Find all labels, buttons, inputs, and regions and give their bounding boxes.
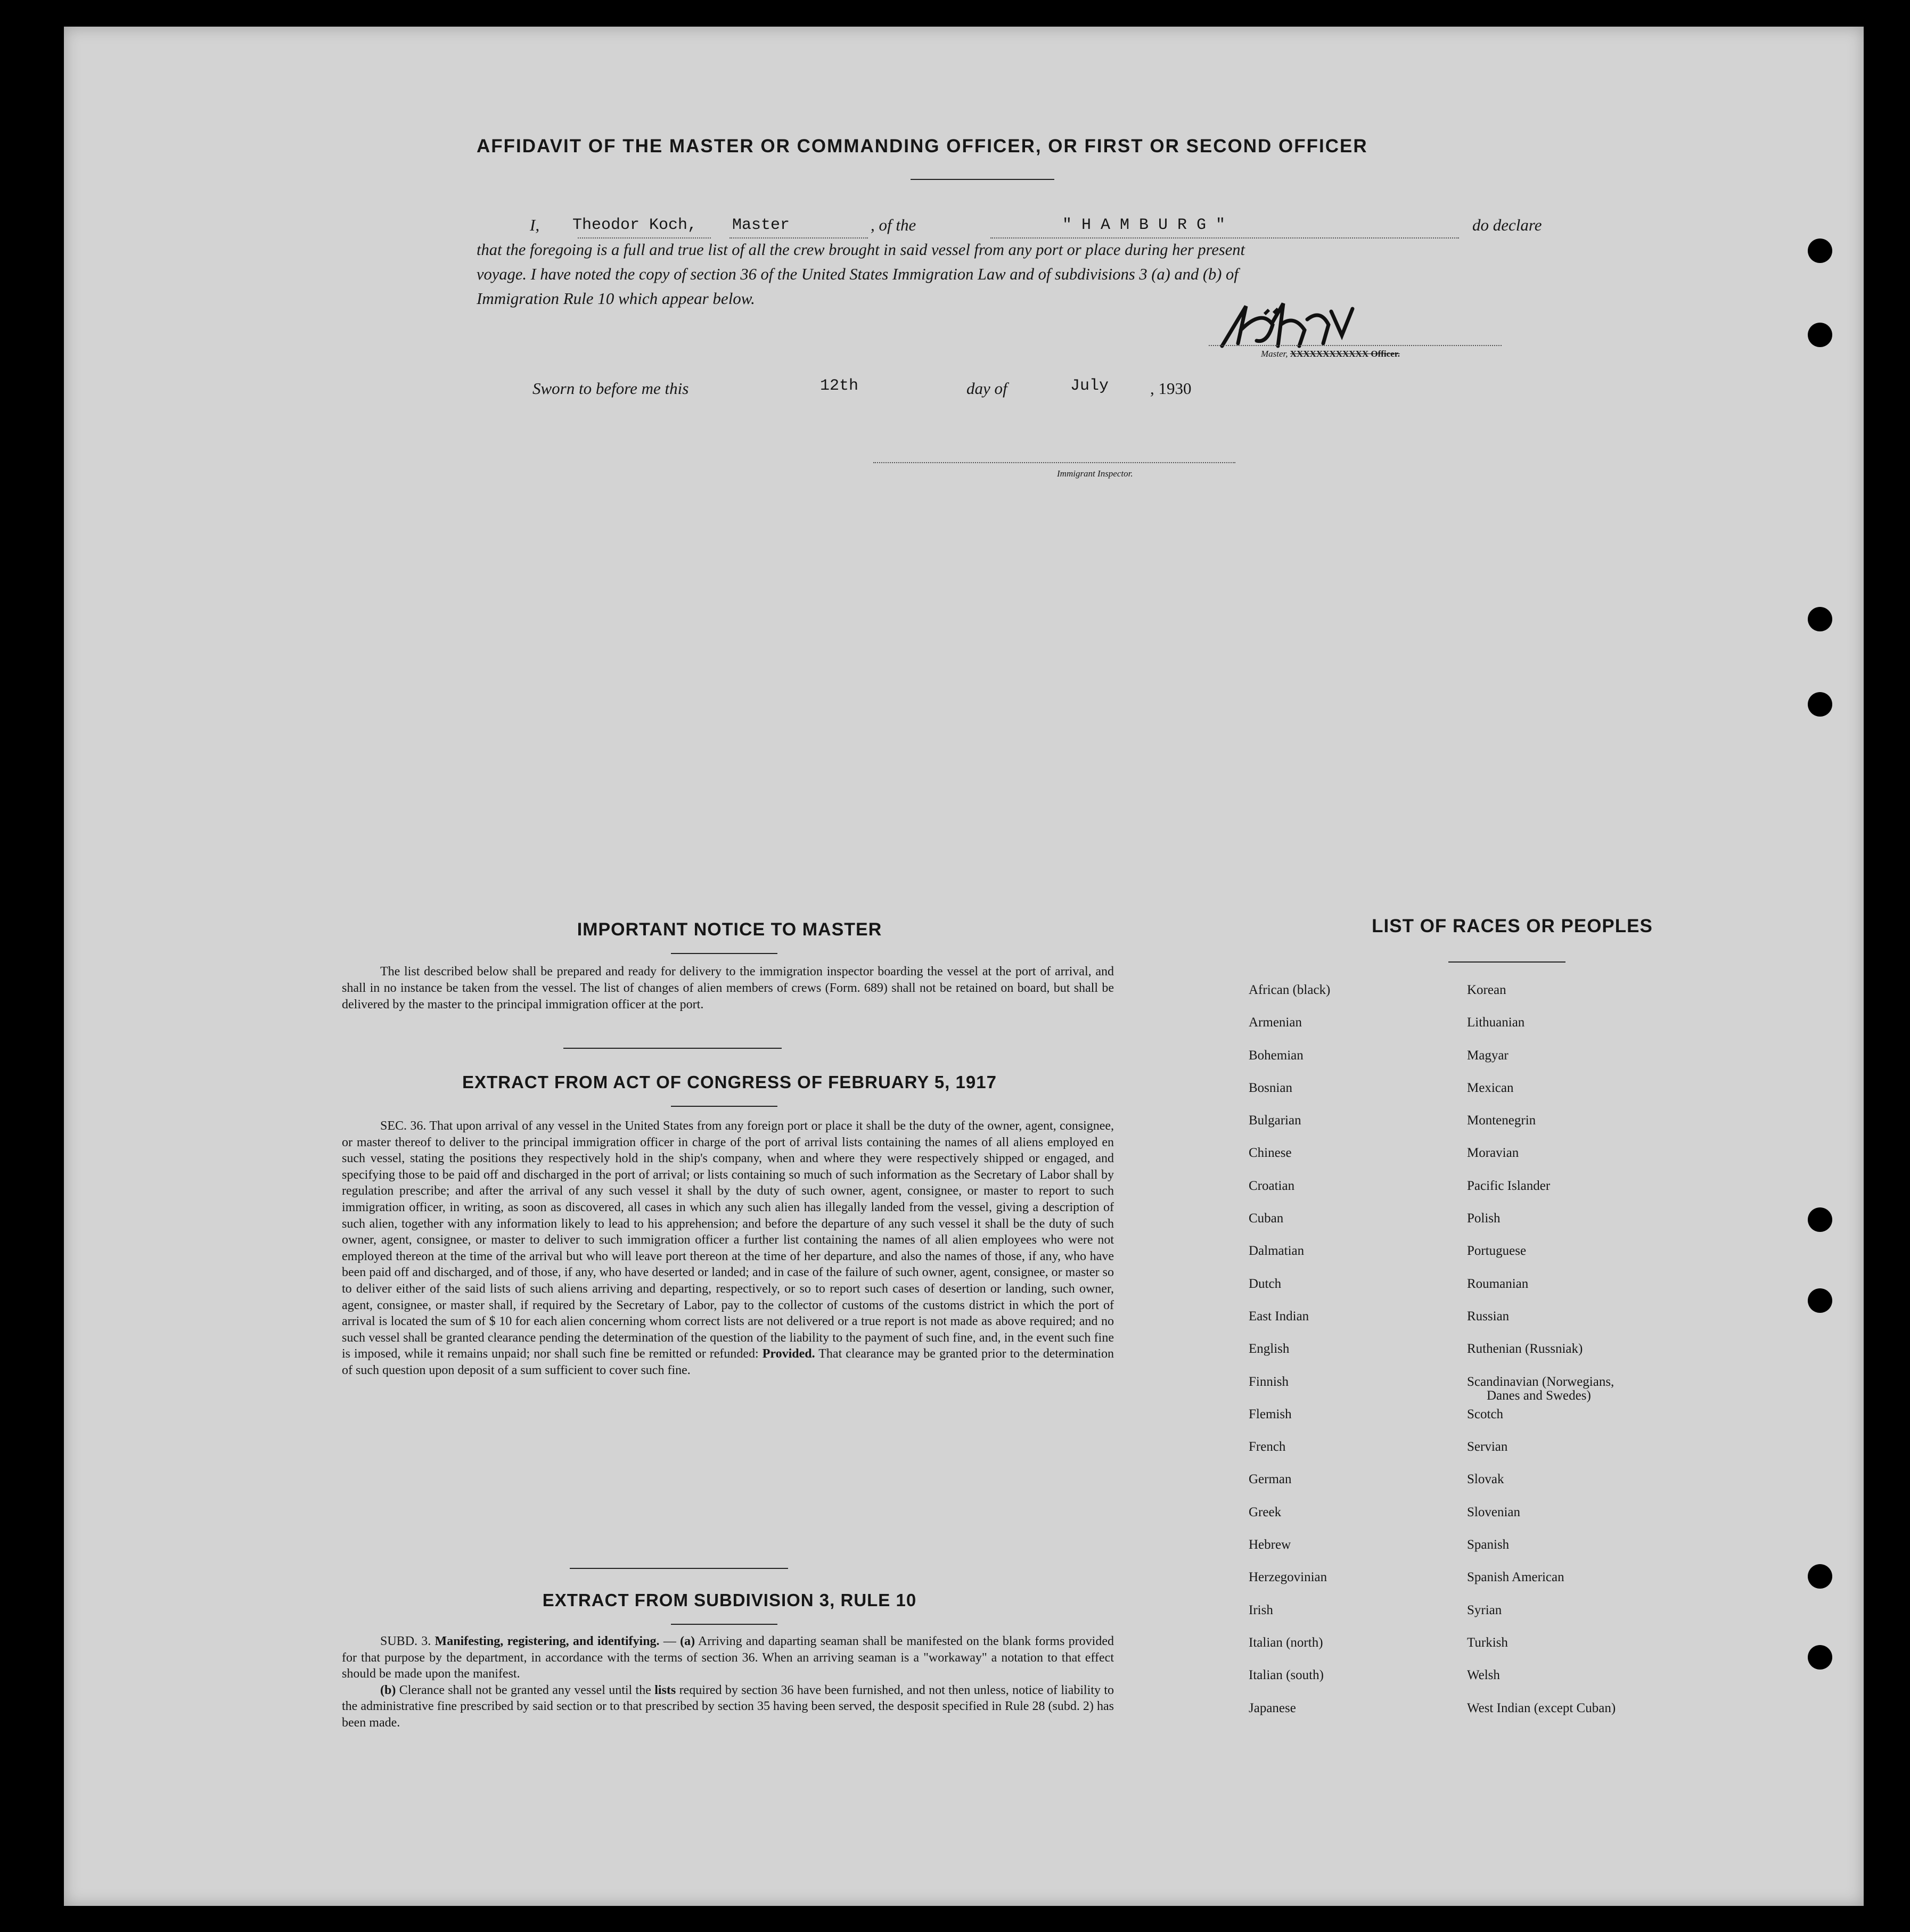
section-36-text: SEC. 36. That upon arrival of any vessel in the United States from any foreign port or place it shall be the duty of the owner, agent, consignee, or master thereof to deliver to the principal immigration officer in charge of the port of arrival lists containing the names of all aliens employed en such vessel, stating the positions they respectively hold in the ship's company, when and where they were respectively shipped or engaged, and specifying those to be paid off and discharged in the port of arrival; or lists containing so much of such information as the Secretary of Labor shall by regulation prescribe; and after the arrival of any such vessel it shall by the duty of such owner, agent, consignee, or master to report to such immigration officer, in writing, as soon as discovered, all cases in which any such alien has illegally landed from the vessel, giving a description of such alien, together with any information likely to lead to his apprehension; and before the departure of any such vessel it shall be the duty of such owner, agent, consignee, or master to deliver to such immigration officer a further list containing the names of all alien employees who were not employed thereon at the time of the arrival but who will leave port thereon at the time of her departure, and also the names of those, if any, who have been paid off and discharged, and of those, if any, who have deserted or landed; and in case of the failure of such owner, agent, consignee, or master so to deliver either of the said lists of such aliens arriving and departing, respectively, or so to report such cases of desertion or landing, such owner, agent, consignee, or master shall, if required by the Secretary of Labor, pay to the collector of customs of the customs district in which the port of arrival is located the sum of $ 10 for each alien concerning whom correct lists are not delivered or a true report is not made as above required; and no such vessel shall be granted clearance pending the determination of the question of the liability to the payment of such fine, and, in the event such fine is imposed, while it remains unpaid; nor shall such fine be remitted or refunded: [342,1119,1114,1361]
notice-title: IMPORTANT NOTICE TO MASTER [577,919,882,940]
race-item-scandinavian-norwegians: Scandinavian (Norwegians, [1467,1374,1614,1389]
signature-dotted-line [1209,345,1502,346]
race-item-roumanian: Roumanian [1467,1276,1529,1291]
race-item-chinese: Chinese [1249,1146,1292,1161]
extract-rule-title-rule [671,1624,777,1625]
punch-hole [1808,323,1832,347]
race-item-servian: Servian [1467,1440,1508,1454]
race-item-lithuanian: Lithuanian [1467,1015,1525,1030]
subd-label: SUBD. 3. [380,1634,431,1648]
race-item-spanish: Spanish [1467,1538,1510,1552]
sworn-day: 12th [820,377,859,395]
race-item-hebrew: Hebrew [1249,1538,1291,1552]
subd-b-text-2: required by section 36 have been furnished, and not then unless, notice of liability to the administrative fine prescribed by said section or to that prescribed by section 35 having been served, the desposit specified in Rule 28 (subd. 2) has been made. [342,1683,1114,1730]
race-item-dutch: Dutch [1249,1276,1282,1291]
race-item-armenian: Armenian [1249,1015,1302,1030]
race-item-croatian: Croatian [1249,1178,1295,1193]
race-item-cuban: Cuban [1249,1211,1284,1226]
extract-act-text [342,1118,1114,1379]
race-item-syrian: Syrian [1467,1602,1502,1617]
affidavit-do-declare: do declare [1472,216,1542,234]
race-item-turkish: Turkish [1467,1635,1508,1650]
race-item-bosnian: Bosnian [1249,1080,1292,1095]
race-item-korean: Korean [1467,983,1506,997]
signature-caption [1261,349,1400,359]
vessel-dotted-line [990,237,1459,239]
race-item-spanish-american: Spanish American [1467,1570,1564,1585]
subd-b-label: (b) [380,1683,396,1697]
race-item-portuguese: Portuguese [1467,1244,1527,1259]
race-item-bulgarian: Bulgarian [1249,1113,1301,1128]
races-title-rule [1448,961,1565,963]
subd-heading: Manifesting, registering, and identifying. [435,1634,660,1648]
notice-text [342,964,1114,1013]
extract-rule-title: EXTRACT FROM SUBDIVISION 3, RULE 10 [542,1590,917,1610]
race-item-finnish: Finnish [1249,1374,1289,1389]
race-item-african-black: African (black) [1249,983,1331,997]
subd-3-paragraph-b [342,1682,1114,1731]
race-item-west-indian-except-cuban: West Indian (except Cuban) [1467,1700,1616,1715]
race-item-french: French [1249,1440,1286,1454]
subd-3-paragraph-a [342,1633,1114,1682]
rank-dotted-line [729,237,868,239]
subd-b-lists: lists [654,1683,676,1697]
punch-hole [1808,607,1832,631]
sworn-day-of: day of [966,379,1007,398]
notice-divider [563,1048,782,1049]
races-right-column [1467,982,1717,1733]
race-item-herzegovinian: Herzegovinian [1249,1570,1327,1585]
race-item-ruthenian-russniak: Ruthenian (Russniak) [1467,1342,1583,1356]
race-item-dalmatian: Dalmatian [1249,1244,1305,1259]
race-item-polish: Polish [1467,1211,1501,1226]
race-item-slovenian: Slovenian [1467,1505,1520,1519]
race-item-magyar: Magyar [1467,1048,1509,1063]
race-item-flemish: Flemish [1249,1407,1292,1421]
document-page [64,27,1864,1906]
punch-hole [1808,1645,1832,1670]
sworn-month: July [1070,377,1109,395]
race-item-scotch: Scotch [1467,1407,1504,1421]
section-36-paragraph [342,1118,1114,1379]
extract-act-title-rule [671,1106,777,1107]
race-item-east-indian: East Indian [1249,1309,1309,1323]
name-dotted-line [578,237,711,239]
subd-a-text: Arriving and daparting seaman shall be manifested on the blank forms provided for that purpose by the department, in accordance with the terms of section 36. When an arriving seaman is a "workaway" a notation to that effect should be made upon the manifest. [342,1634,1114,1681]
extract-act-divider [570,1568,788,1569]
inspector-dotted-line [873,462,1235,463]
signature-caption-master: Master, [1261,349,1288,359]
extract-rule-text [342,1633,1114,1731]
race-item-german: German [1249,1472,1292,1487]
race-item-italian-south: Italian (south) [1249,1668,1324,1683]
notice-paragraph: The list described below shall be prepared and ready for delivery to the immigration inspector boarding the vessel at the port of arrival, and shall in no instance be taken from the vessel. The list of changes of alien members of crews (Form. 689) shall not be retained on board, but shall be delivered by the master to the principal immigration officer at the port. [342,965,1114,1012]
inspector-caption: Immigrant Inspector. [1057,468,1133,479]
race-item-russian: Russian [1467,1309,1510,1323]
affidavit-i: I, [530,216,540,234]
race-item-bohemian: Bohemian [1249,1048,1304,1063]
race-item-greek: Greek [1249,1505,1282,1519]
extract-act-title: EXTRACT FROM ACT OF CONGRESS OF FEBRUARY 5, 1917 [462,1072,997,1092]
punch-hole [1808,239,1832,263]
race-item-italian-north: Italian (north) [1249,1635,1323,1650]
signature-caption-struck: XXXXXXXXXXXX Officer. [1290,349,1400,359]
race-item-japanese: Japanese [1249,1700,1296,1715]
races-title: LIST OF RACES OR PEOPLES [1372,916,1653,936]
punch-hole [1808,692,1832,717]
race-item-welsh: Welsh [1467,1668,1500,1683]
sworn-text: Sworn to before me this [532,379,689,398]
affidavit-line-3: voyage. I have noted the copy of section 36 of the United States Immigration Law and of subdivisions 3 (a) and (b) of [477,265,1239,283]
punch-hole [1808,1564,1832,1589]
affidavit-title-rule [911,179,1054,180]
races-right-continuation: Danes and Swedes) [1487,1388,1591,1403]
affidavit-title: AFFIDAVIT OF THE MASTER OR COMMANDING OFFICER, OR FIRST OR SECOND OFFICER [477,136,1368,157]
race-item-moravian: Moravian [1467,1146,1519,1161]
section-36-text-end: That clearance may be granted prior to the determination of such question upon deposit of a sum sufficient to cover such fine. [342,1347,1114,1377]
race-item-montenegrin: Montenegrin [1467,1113,1536,1128]
punch-hole [1808,1207,1832,1232]
subd-dash: — [659,1634,681,1648]
section-36-provided: Provided. [762,1347,815,1361]
subd-b-text-1: Clerance shall not be granted any vessel until the [399,1683,651,1697]
vessel-name: " H A M B U R G " [1062,216,1226,234]
notice-title-rule [671,953,777,954]
subd-a-label: (a) [680,1634,695,1648]
punch-hole [1808,1288,1832,1313]
sworn-year: , 1930 [1150,379,1192,398]
affidavit-line-2: that the foregoing is a full and true list of all the crew brought in said vessel from any port or place during her present [477,241,1245,259]
race-item-pacific-islander: Pacific Islander [1467,1178,1551,1193]
race-item-irish: Irish [1249,1602,1273,1617]
affidavit-line-4: Immigration Rule 10 which appear below. [477,289,755,308]
sworn-line [532,379,1438,404]
affidavit-of-the: , of the [871,216,916,234]
affidavit-declaration [477,213,1557,311]
race-item-mexican: Mexican [1467,1080,1514,1095]
master-rank: Master [732,216,790,234]
race-item-slovak: Slovak [1467,1472,1504,1487]
race-item-english: English [1249,1342,1290,1356]
master-name: Theodor Koch, [572,216,698,234]
races-left-column [1249,982,1451,1733]
